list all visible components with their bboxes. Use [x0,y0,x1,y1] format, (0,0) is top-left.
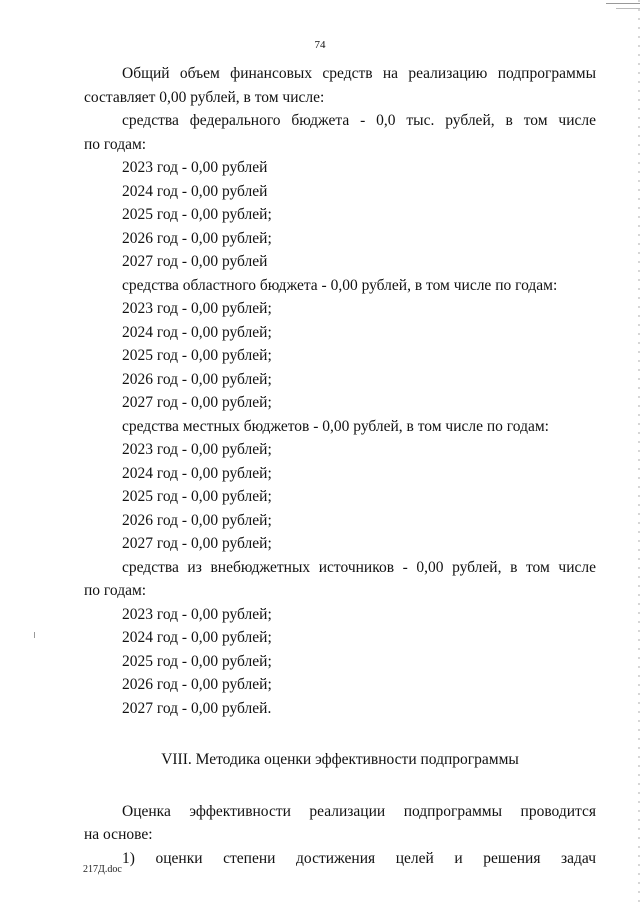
regional-year-2027: 2027 год - 0,00 рублей; [122,394,272,411]
local-year-2023: 2023 год - 0,00 рублей; [122,441,272,458]
paragraph-intro-line-1: Общий объем финансовых средств на реализацию подпрограммы [122,65,596,82]
federal-year-2024: 2024 год - 0,00 рублей [122,182,268,200]
paragraph-federal-line-1: средства федерального бюджета - 0,0 тыс. рублей, в том числе [122,112,596,129]
local-year-2025: 2025 год - 0,00 рублей; [122,488,272,505]
offbudget-year-2027: 2027 год - 0,00 рублей. [122,699,272,717]
local-year-2026: 2026 год - 0,00 рублей; [122,511,272,529]
paragraph-method-line-2: на основе: [84,826,153,843]
paragraph-regional: средства областного бюджета - 0,00 рублей, в том числе по годам: [122,276,558,294]
scan-top-artifact-2 [616,8,640,9]
paragraph-intro-line-2: составляет 0,00 рублей, в том числе: [84,88,325,106]
document-body [84,62,596,870]
regional-year-2024: 2024 год - 0,00 рублей; [122,323,272,341]
section-heading: VIII. Методика оценки эффективности подпрограммы [161,751,519,768]
regional-year-2026: 2026 год - 0,00 рублей; [122,370,272,388]
footer-filename: 217Д.doc [83,864,122,875]
paragraph-offbudget-line-2: по годам: [84,582,147,599]
scan-top-artifact [606,3,640,4]
regional-year-2025: 2025 год - 0,00 рублей; [122,347,272,364]
local-year-2027: 2027 год - 0,00 рублей; [122,535,272,552]
scan-left-mark [34,632,35,638]
federal-year-2023: 2023 год - 0,00 рублей [122,159,268,176]
paragraph-method-line-3: 1) оценки степени достижения целей и решения задач [122,849,596,867]
offbudget-year-2026: 2026 год - 0,00 рублей; [122,676,272,693]
offbudget-year-2023: 2023 год - 0,00 рублей; [122,605,272,623]
paragraph-federal-line-2: по годам: [84,135,147,153]
federal-year-2026: 2026 год - 0,00 рублей; [122,229,272,247]
offbudget-year-2025: 2025 год - 0,00 рублей; [122,652,272,670]
local-year-2024: 2024 год - 0,00 рублей; [122,464,272,482]
federal-year-2027: 2027 год - 0,00 рублей [122,253,268,270]
paragraph-local: средства местных бюджетов - 0,00 рублей, в том числе по годам: [122,417,549,435]
offbudget-year-2024: 2024 год - 0,00 рублей; [122,629,272,646]
federal-year-2025: 2025 год - 0,00 рублей; [122,206,272,223]
paragraph-method-line-1: Оценка эффективности реализации подпрограммы проводится [122,802,596,820]
paragraph-offbudget-line-1: средства из внебюджетных источников - 0,00 рублей, в том числе [122,558,596,576]
regional-year-2023: 2023 год - 0,00 рублей; [122,300,272,317]
page-number: 74 [314,39,326,51]
